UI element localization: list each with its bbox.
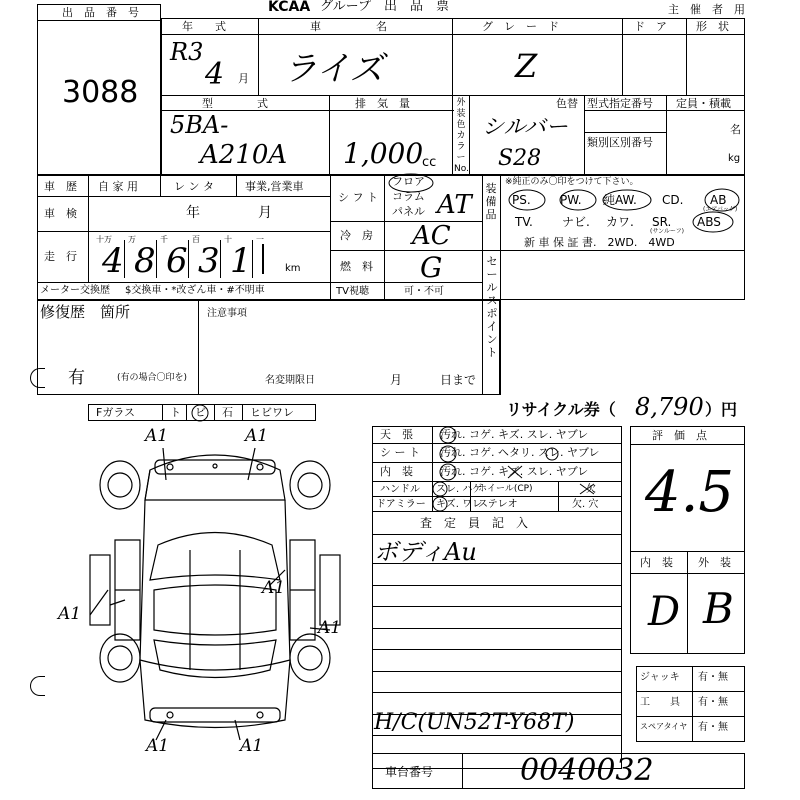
displacement-label: 排 気 量 [355, 97, 410, 110]
name-change-deadline-label: 名変期限日 [265, 375, 315, 386]
meter-change-label: メーター交換歴 [40, 285, 110, 296]
damage-mark: A1 [318, 618, 342, 638]
mirror-values: キズ. ワレ [436, 499, 483, 510]
tool-availability: 有・無 [698, 722, 728, 733]
mileage-digit: 6 [166, 241, 188, 281]
mileage-label: 走 行 [44, 250, 77, 263]
tool-label: スペアタイヤ [640, 722, 688, 731]
stereo-label: ステレオ [478, 499, 518, 510]
score-label: 評 価 点 [652, 429, 707, 442]
interior-row-label: 内 装 [380, 465, 413, 478]
chassis-label: 車台番号 [385, 765, 434, 779]
model-code: A210A [200, 140, 288, 170]
history-private: 自 家 用 [98, 180, 138, 193]
mileage-digit-label: 千 [160, 235, 168, 244]
damage-mark: A1 [262, 578, 286, 598]
mirror-label: ドアミラー [376, 499, 426, 510]
equip-cd: CD. [662, 193, 684, 207]
interior-row-label: シ ー ト [380, 446, 420, 459]
equipment-note: ※純正のみ〇印をつけて下さい。 [505, 177, 639, 187]
damage-mark: A1 [245, 426, 269, 446]
color-repaint-label: 色替 [556, 97, 578, 110]
grade-label: グ レ ー ド [482, 20, 559, 33]
equip-abs: ABS [697, 215, 721, 229]
exterior-color-label: 外装色カラーNo. [454, 98, 469, 174]
inspection-month: 月 [258, 205, 272, 221]
mileage-digit: 1 [230, 241, 252, 281]
interior-score: D [648, 589, 681, 635]
month-unit: 月 [238, 72, 249, 85]
recycle-label: リサイクル券（ [506, 400, 616, 419]
repair-history-label: 修復歴 箇所 [40, 303, 131, 321]
damage-mark: A1 [146, 736, 170, 756]
equip-sunroof: SR. [652, 215, 672, 229]
recycle-value: 8,790 [635, 393, 704, 421]
tool-label: ジャッキ [640, 672, 680, 683]
ac-label: 冷 房 [340, 229, 373, 242]
stereo-values: 欠. 穴 [572, 499, 599, 510]
recycle-suffix: ）円 [705, 400, 738, 419]
equip-warranty-drive: 新 車 保 証 書. 2WD. 4WD [524, 236, 675, 249]
model-label: 型 式 [202, 97, 268, 110]
interior-row-values: 汚れ. コゲ. ヘタリ. スレ. ヤブレ [440, 446, 600, 459]
car-name-value: ライズ [283, 49, 384, 89]
shift-value: AT [437, 190, 472, 220]
displacement-value: 1,000 [343, 137, 424, 170]
class-number-label: 類別区別番号 [587, 136, 653, 149]
displacement-unit: cc [422, 155, 437, 170]
history-label: 車 歴 [44, 180, 77, 193]
inspector-label: 査 定 員 記 入 [420, 516, 529, 530]
month-value: 4 [205, 57, 225, 92]
notes-label: 注意事項 [207, 308, 247, 319]
ruled-line [372, 585, 622, 586]
body-shape-label: 形 状 [696, 20, 729, 33]
tool-availability: 有・無 [698, 672, 728, 683]
type-approval-label: 型式指定番号 [587, 97, 653, 110]
ruled-line [372, 606, 622, 607]
exterior-score: B [703, 584, 734, 633]
mileage-ones-stroke [262, 244, 264, 274]
mileage-digit-label: 万 [128, 235, 136, 244]
deadline-month: 月 [390, 373, 403, 387]
history-rental: レ ン タ [174, 180, 214, 193]
glass-label: Fガラス [96, 406, 135, 419]
ruled-line [372, 628, 622, 629]
mileage-digit: 3 [198, 241, 220, 281]
capacity-unit-persons: 名 [730, 123, 741, 136]
door-label: ド ア [634, 20, 667, 33]
meter-change-options: $交換車・*改ざん車・#不明車 [125, 285, 265, 296]
handle-values: スレ. ハゲ [436, 484, 483, 495]
chassis-number: 0040032 [520, 753, 654, 788]
mileage-digit-label: 一 [256, 235, 264, 244]
tv-label: TV視聴 [336, 286, 369, 297]
equip-tv: TV. [515, 215, 533, 229]
repair-has-label: 有 [68, 368, 85, 388]
year-label: 年 式 [182, 20, 226, 33]
capacity-label: 定員・積載 [676, 97, 731, 110]
interior-row-values: 汚れ. コゲ. キズ. スレ. ヤブレ [440, 428, 589, 441]
history-commercial: 事業,営業車 [245, 180, 304, 193]
glass-option-bi: ビ [195, 406, 206, 419]
equip-ps: PS. [512, 193, 531, 207]
punch-hole [30, 368, 45, 388]
shift-panel: パネル [392, 205, 425, 218]
ruled-line [372, 735, 622, 736]
mileage-digit-label: 十万 [96, 235, 112, 244]
punch-hole [30, 676, 45, 696]
exterior-score-label: 外 装 [698, 556, 731, 569]
tv-value: 可・不可 [404, 286, 444, 297]
handle-label: ハンドル [380, 484, 420, 495]
organizer-label: 主 催 者 用 [668, 3, 745, 16]
sunroof-note: (サンルーフ) [650, 228, 684, 235]
mileage-digit: 8 [134, 241, 156, 281]
deadline-day: 日まで [440, 373, 477, 387]
damage-mark: A1 [145, 426, 169, 446]
inspector-note: ボディAu [374, 538, 477, 566]
mileage-digit-label: 十 [224, 235, 232, 244]
ac-value: AC [412, 221, 451, 251]
equipment-label: 装備品 [485, 182, 497, 221]
overall-score: 4.5 [645, 460, 735, 525]
equip-navi: ナビ. [562, 215, 590, 229]
color-number: S28 [498, 146, 542, 171]
wheel-values: 欠 [586, 484, 596, 495]
year-value: R3 [170, 38, 204, 66]
mileage-unit: km [285, 263, 301, 274]
airbag-note: (エアバッグ) [703, 206, 738, 213]
equip-pw: PW. [560, 193, 582, 207]
shift-label: シ フ ト [338, 191, 378, 204]
sales-point-label: セールスポイント [486, 255, 498, 359]
kcaa-logo: KCAA [268, 0, 311, 15]
inspection-label: 車 検 [44, 207, 77, 220]
color-value: シルバー [482, 115, 568, 140]
ruled-line [372, 671, 622, 672]
ruled-line [372, 692, 622, 693]
damage-mark: A1 [240, 736, 264, 756]
lot-number-label: 出 品 番 号 [62, 6, 139, 19]
shift-column: コラム [392, 190, 425, 203]
interior-score-label: 内 装 [640, 556, 673, 569]
glass-option-to: ト [170, 406, 181, 419]
mileage-digit-label: 百 [192, 235, 200, 244]
damage-mark: A1 [58, 604, 82, 624]
fuel-label: 燃 料 [340, 260, 373, 273]
grade-value: Z [515, 47, 538, 85]
fuel-value: G [420, 251, 443, 284]
equip-airbag: AB [710, 193, 727, 207]
wheel-label: ホイール(CP) [478, 484, 533, 494]
equip-leather: カワ. [606, 215, 634, 229]
car-name-label: 車 名 [310, 20, 387, 33]
tool-label: 工 具 [640, 697, 680, 708]
shift-floor: フロア [392, 175, 425, 188]
lot-number: 3088 [62, 75, 139, 110]
interior-row-label: 天 張 [380, 428, 413, 441]
interior-row-values: 汚れ. コゲ. キズ. スレ. ヤブレ [440, 465, 589, 478]
ruled-line [372, 649, 622, 650]
inspection-year: 年 [186, 205, 200, 221]
model-code-note: H/C(UN52T-Y68T) [374, 710, 575, 735]
model-prefix: 5BA- [170, 111, 229, 139]
equip-alloy-wheel: 純AW. [603, 193, 637, 207]
glass-option-crack: ヒビワレ [250, 406, 294, 419]
form-title: グループ 出 品 票 [320, 0, 449, 14]
glass-option-stone: 石 [222, 406, 233, 419]
car-body-diagram [80, 426, 370, 760]
tool-availability: 有・無 [698, 697, 728, 708]
capacity-unit-kg: kg [728, 153, 741, 164]
repair-has-note: (有の場合〇印を) [117, 373, 188, 383]
mileage-digit: 4 [102, 241, 124, 281]
